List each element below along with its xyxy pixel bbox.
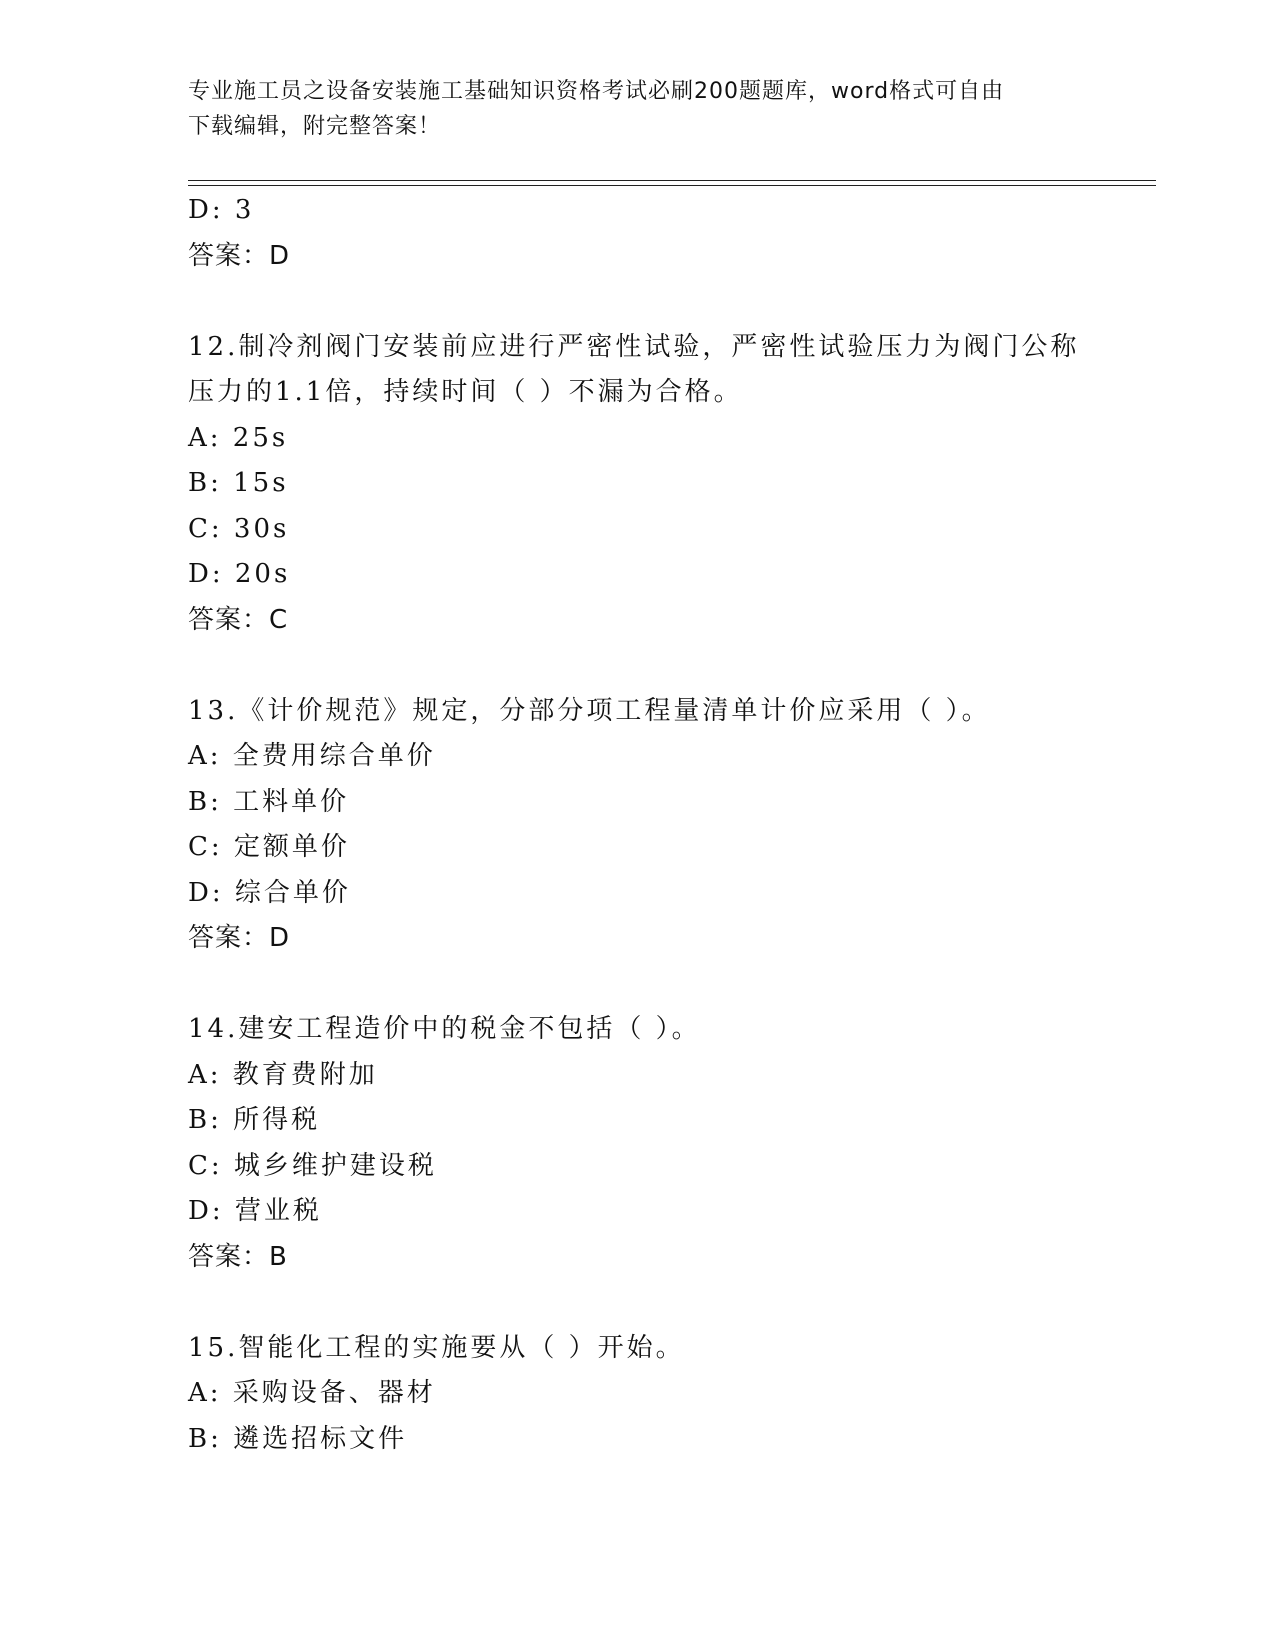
question-stem-continued: 压力的1.1倍，持续时间（ ）不漏为合格。 xyxy=(188,377,743,407)
question-12 xyxy=(188,325,1088,644)
question-list xyxy=(188,188,1088,1462)
option-d: D: 20s xyxy=(188,559,291,589)
option-c: C: 定额单价 xyxy=(188,832,350,862)
header-divider-top xyxy=(188,180,1156,181)
document-header xyxy=(188,74,1088,144)
option-c: C: 30s xyxy=(188,513,290,544)
question-15 xyxy=(188,1326,1088,1463)
option-d: D: 综合单价 xyxy=(188,877,351,908)
question-stem: 13.《计价规范》规定，分部分项工程量清单计价应采用（ ）。 xyxy=(188,695,991,726)
answer-line: 答案：D xyxy=(188,923,291,953)
spacer xyxy=(188,962,1088,1008)
option-b: B: 工料单价 xyxy=(188,786,350,817)
answer-line: 答案：B xyxy=(188,1241,288,1272)
option-a: A: 25s xyxy=(188,422,289,453)
spacer xyxy=(188,1280,1088,1326)
option-a: A: 采购设备、器材 xyxy=(188,1378,436,1408)
spacer xyxy=(188,643,1088,689)
question-stem: 15.智能化工程的实施要从（ ）开始。 xyxy=(188,1332,685,1363)
question-13 xyxy=(188,689,1088,962)
question-stem: 12.制冷剂阀门安装前应进行严密性试验，严密性试验压力为阀门公称 xyxy=(188,331,1080,362)
question-stem: 14.建安工程造价中的税金不包括（ ）。 xyxy=(188,1014,701,1044)
header-title-line-1: 专业施工员之设备安装施工基础知识资格考试必刷200题题库，word格式可自由 xyxy=(188,79,1005,104)
option-c: C: 城乡维护建设税 xyxy=(188,1150,437,1181)
header-divider-bottom xyxy=(188,185,1156,186)
question-14 xyxy=(188,1007,1088,1280)
answer-line: 答案：D xyxy=(188,240,291,271)
option-d: D: 3 xyxy=(188,195,255,225)
option-b: B: 遴选招标文件 xyxy=(188,1423,408,1454)
option-d: D: 营业税 xyxy=(188,1196,322,1226)
option-a: A: 教育费附加 xyxy=(188,1059,378,1090)
header-title-line-2: 下载编辑，附完整答案！ xyxy=(188,114,442,139)
answer-line: 答案：C xyxy=(188,604,289,635)
option-b: B: 15s xyxy=(188,468,289,498)
option-a: A: 全费用综合单价 xyxy=(188,741,436,771)
spacer xyxy=(188,279,1088,325)
option-b: B: 所得税 xyxy=(188,1105,321,1135)
